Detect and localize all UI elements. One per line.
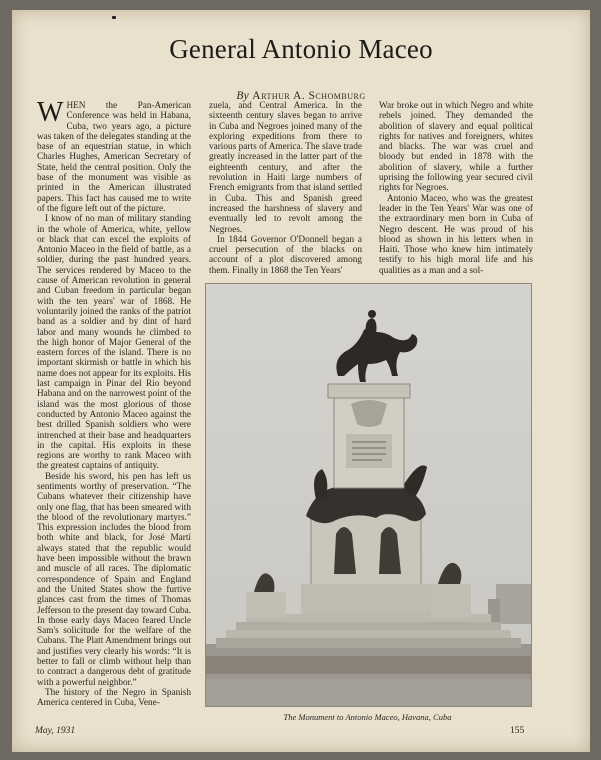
paragraph: I know of no man of military standing in the whole of America, white, yellow or black that can excel the exploits of Antonio Maceo in the field of battle, as a soldier, during the past hundred years. The services rendered by Maceo to the cause of American revolution in general and Cuban freedom in particular began with the ten years' war of 1868. He voluntarily joined the ranks of the patriot band as a soldier and by dint of hard labor and many wounds he climbed to the high honor of Major General of the eastern forces of the island. There is no important skirmish or battle in which his name does not appear for its exploits. His last campaign in Pinar del Rio beyond Habana and on the narrowest point of the island was the most glorious of those conducted by Antonio Maceo against the best drilled Spanish soldiers who were intrenched at their base and headquarters in the capital. His exploits in these regions are worthy to rank Maceo with the greatest captains of antiquity. bbox=[37, 214, 191, 472]
paragraph-text: HEN the Pan-American Conference was held in Habana, Cuba, two years ago, a picture was taken of the delegates standing at the base of an equestrian statue, in which Charles Hughes, American Secretary of State, held the central position. Only the base of the monument was visible as printed in the American illustrated papers. This fact has caused me to write of the figure left out of the picture. bbox=[37, 101, 191, 214]
paragraph: War broke out in which Negro and white rebels joined. They demanded the abolition of slavery and equal political rights for natives and foreigners, whites and blacks. The war was cruel and bloody but ended in 1878 with the abolition of slavery, while a further uprising the following year secured civil rights for Negroes. bbox=[379, 101, 533, 194]
drop-cap: W bbox=[37, 97, 64, 128]
monument-photo bbox=[205, 283, 532, 707]
text-column-1 bbox=[37, 97, 191, 723]
byline-author: Arthur A. Schomburg bbox=[252, 90, 366, 102]
article-title: General Antonio Maceo bbox=[169, 34, 433, 64]
paragraph: Beside his sword, his pen has left us sentiments worthy of preservation. “The Cubans whatever their citizenship have only one flag, that has been smeared with the blood of the revolutionary martyrs.” This expression includes the blood from both white and black, for José Martí always stated that the republic would have been impossible without the brawn and muscle of all races. The diplomatic correspondence of Spain and England and the United States show the furtive glances cast from the times of Thomas Jefferson to the present day toward Cuba. In those early days Maceo feared Uncle Sam's solicitude for the welfare of the Cubans. The Platt Amendment brings out and justifies very clearly his words: “It is better to fall or climb without help than to contract a dangerous debt of gratitude with a powerful neighbor.” bbox=[37, 471, 191, 688]
page-mark bbox=[112, 16, 116, 19]
text-column-2 bbox=[209, 101, 362, 276]
monument-illustration bbox=[206, 284, 531, 706]
text-column-3 bbox=[379, 101, 533, 276]
paragraph: The history of the Negro in Spanish America centered in Cuba, Vene- bbox=[37, 687, 191, 709]
figure-caption: The Monument to Antonio Maceo, Havana, Cuba bbox=[283, 712, 452, 722]
byline-prefix: By bbox=[236, 90, 250, 102]
paragraph: zuela, and Central America. In the sixteenth century slaves began to arrive in Cuba and Negroes joined many of the exploring expeditions from there to various parts of America. The slave trade greatly increased in the latter part of the eighteenth century, and after the revolution in Haiti large numbers of French emigrants from that island settled in Cuba. This and Spanish greed increased the harshness of slavery and eventually led to revolt among the Negroes. bbox=[209, 101, 362, 235]
page-number: 155 bbox=[510, 726, 525, 736]
paragraph bbox=[37, 97, 191, 214]
paragraph: In 1844 Governor O'Donnell began a cruel persecution of the blacks on account of a plot discovered among them. Finally in 1868 the Ten Years' bbox=[209, 234, 362, 276]
paragraph: Antonio Maceo, who was the greatest leader in the Ten Years' War was one of the extraordinary men born in Cuba of Negro descent. He was proud of his blood as shown in his letters when in Haiti. Those who knew him intimately testify to his high moral life and his qualities as a man and a sol- bbox=[379, 193, 533, 276]
issue-date: May, 1931 bbox=[35, 726, 76, 736]
